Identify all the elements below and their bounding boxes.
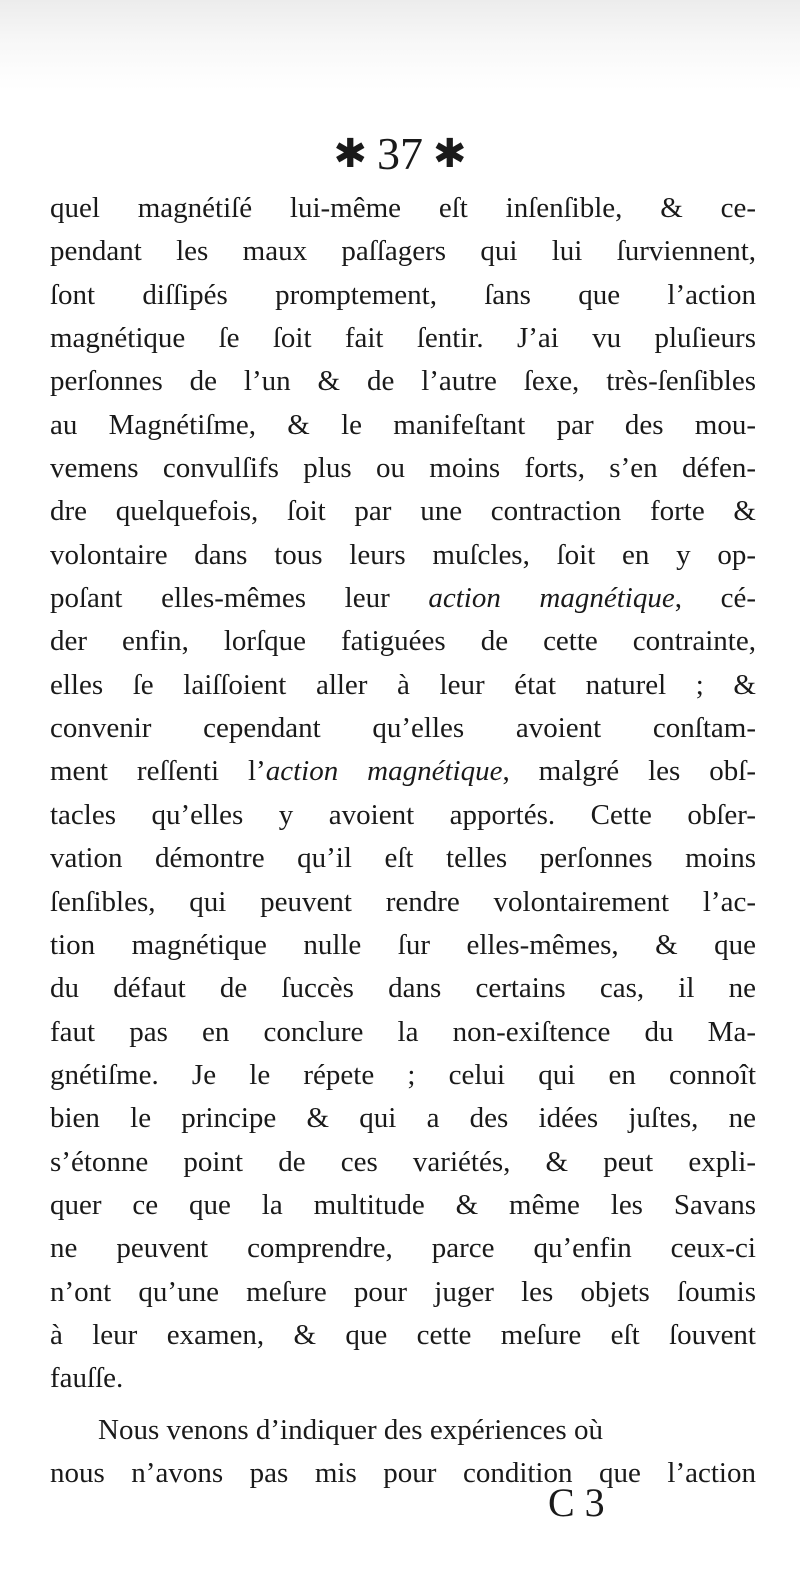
text-line: [50, 1227, 756, 1270]
text-segment: quel magnétiſé lui-même eſt inſenſible, & ce-: [50, 192, 756, 224]
text-line: [50, 577, 756, 620]
text-segment: quer ce que la multitude & même les Savans: [50, 1188, 756, 1221]
body-text: [50, 187, 756, 1495]
text-segment: , malgré les obſ-: [502, 755, 756, 788]
text-segment: ſenſibles, qui peuvent rendre volontairement l’ac-: [50, 885, 756, 918]
text-line: [50, 317, 756, 360]
text-line: [50, 1011, 756, 1054]
text-segment: ment reſſenti l’: [50, 755, 266, 788]
text-line: [50, 1097, 756, 1140]
text-line: [50, 447, 756, 490]
text-line: [50, 967, 756, 1010]
text-segment: n’ont qu’une meſure pour juger les objets ſoumis: [50, 1275, 756, 1308]
italic-phrase: action magnétique: [428, 582, 675, 615]
text-line: [50, 794, 756, 837]
text-segment: der enfin, lorſque fatiguées de cette contrainte,: [50, 625, 756, 658]
text-segment: gnétiſme. Je le répete ; celui qui en connoît: [50, 1058, 756, 1091]
text-line: [50, 230, 756, 273]
text-segment: , cé-: [674, 582, 757, 615]
text-line: [50, 1054, 756, 1097]
text-segment: pendant les maux paſſagers qui lui ſurviennent,: [50, 235, 756, 268]
text-segment: bien le principe & qui a des idées juſtes, ne: [50, 1102, 756, 1135]
text-line: [50, 360, 756, 403]
text-line: [50, 1314, 756, 1357]
text-segment: à leur examen, & que cette meſure eſt ſouvent: [50, 1318, 756, 1351]
text-segment: ſont diſſipés promptement, ſans que l’action: [50, 278, 756, 311]
text-line: [50, 837, 756, 880]
text-line: [50, 1141, 756, 1184]
text-line: [50, 707, 756, 750]
text-segment: du défaut de ſuccès dans certains cas, il ne: [50, 972, 756, 1005]
text-line: [50, 1271, 756, 1314]
text-segment: tacles qu’elles y avoient apportés. Cette obſer-: [50, 798, 756, 831]
page-number: 37: [377, 128, 423, 179]
italic-phrase: action magnétique: [265, 755, 503, 788]
text-segment: dre quelquefois, ſoit par une contraction forte &: [50, 495, 756, 528]
signature-mark: C 3: [548, 1480, 605, 1525]
text-segment: nous n’avons pas mis pour condition que l’action: [50, 1456, 756, 1489]
text-segment: vation démontre qu’il eſt telles perſonnes moins: [50, 842, 756, 875]
text-line: [50, 750, 756, 793]
text-line: [50, 1409, 756, 1452]
text-segment: tion magnétique nulle ſur elles-mêmes, & que: [50, 928, 756, 961]
text-line: [50, 274, 756, 317]
text-line: [50, 1357, 756, 1400]
text-segment: au Magnétiſme, & le manifeſtant par des mou-: [50, 408, 756, 441]
text-segment: fauſſe.: [50, 1362, 124, 1395]
text-line: [50, 881, 756, 924]
text-line: [50, 924, 756, 967]
text-line: [50, 620, 756, 663]
text-segment: perſonnes de l’un & de l’autre ſexe, très-ſenſibles: [50, 365, 756, 398]
text-segment: ne peuvent comprendre, parce qu’enfin ceux-ci: [50, 1232, 756, 1265]
text-line: [50, 490, 756, 533]
text-line: [50, 187, 756, 230]
text-segment: faut pas en conclure la non-exiſtence du Ma-: [50, 1015, 756, 1048]
text-line: [50, 1184, 756, 1227]
page-header: [0, 126, 800, 183]
ornament-left-icon: ✱: [333, 131, 367, 176]
text-segment: elles ſe laiſſoient aller à leur état naturel ; &: [50, 668, 756, 701]
text-segment: convenir cependant qu’elles avoient conſtam-: [50, 712, 756, 745]
text-segment: Nous venons d’indiquer des expériences où: [98, 1413, 603, 1446]
text-segment: volontaire dans tous leurs muſcles, ſoit en y op-: [50, 538, 756, 571]
ornament-right-icon: ✱: [433, 131, 467, 176]
text-line: [50, 664, 756, 707]
text-segment: magnétique ſe ſoit fait ſentir. J’ai vu pluſieurs: [50, 322, 756, 355]
text-line: [50, 404, 756, 447]
text-segment: s’étonne point de ces variétés, & peut expli-: [50, 1145, 756, 1178]
text-segment: vemens convulſifs plus ou moins forts, s’en défen-: [50, 452, 756, 485]
text-line: [50, 534, 756, 577]
text-line: [50, 1452, 756, 1495]
text-segment: poſant elles-mêmes leur: [50, 582, 429, 615]
